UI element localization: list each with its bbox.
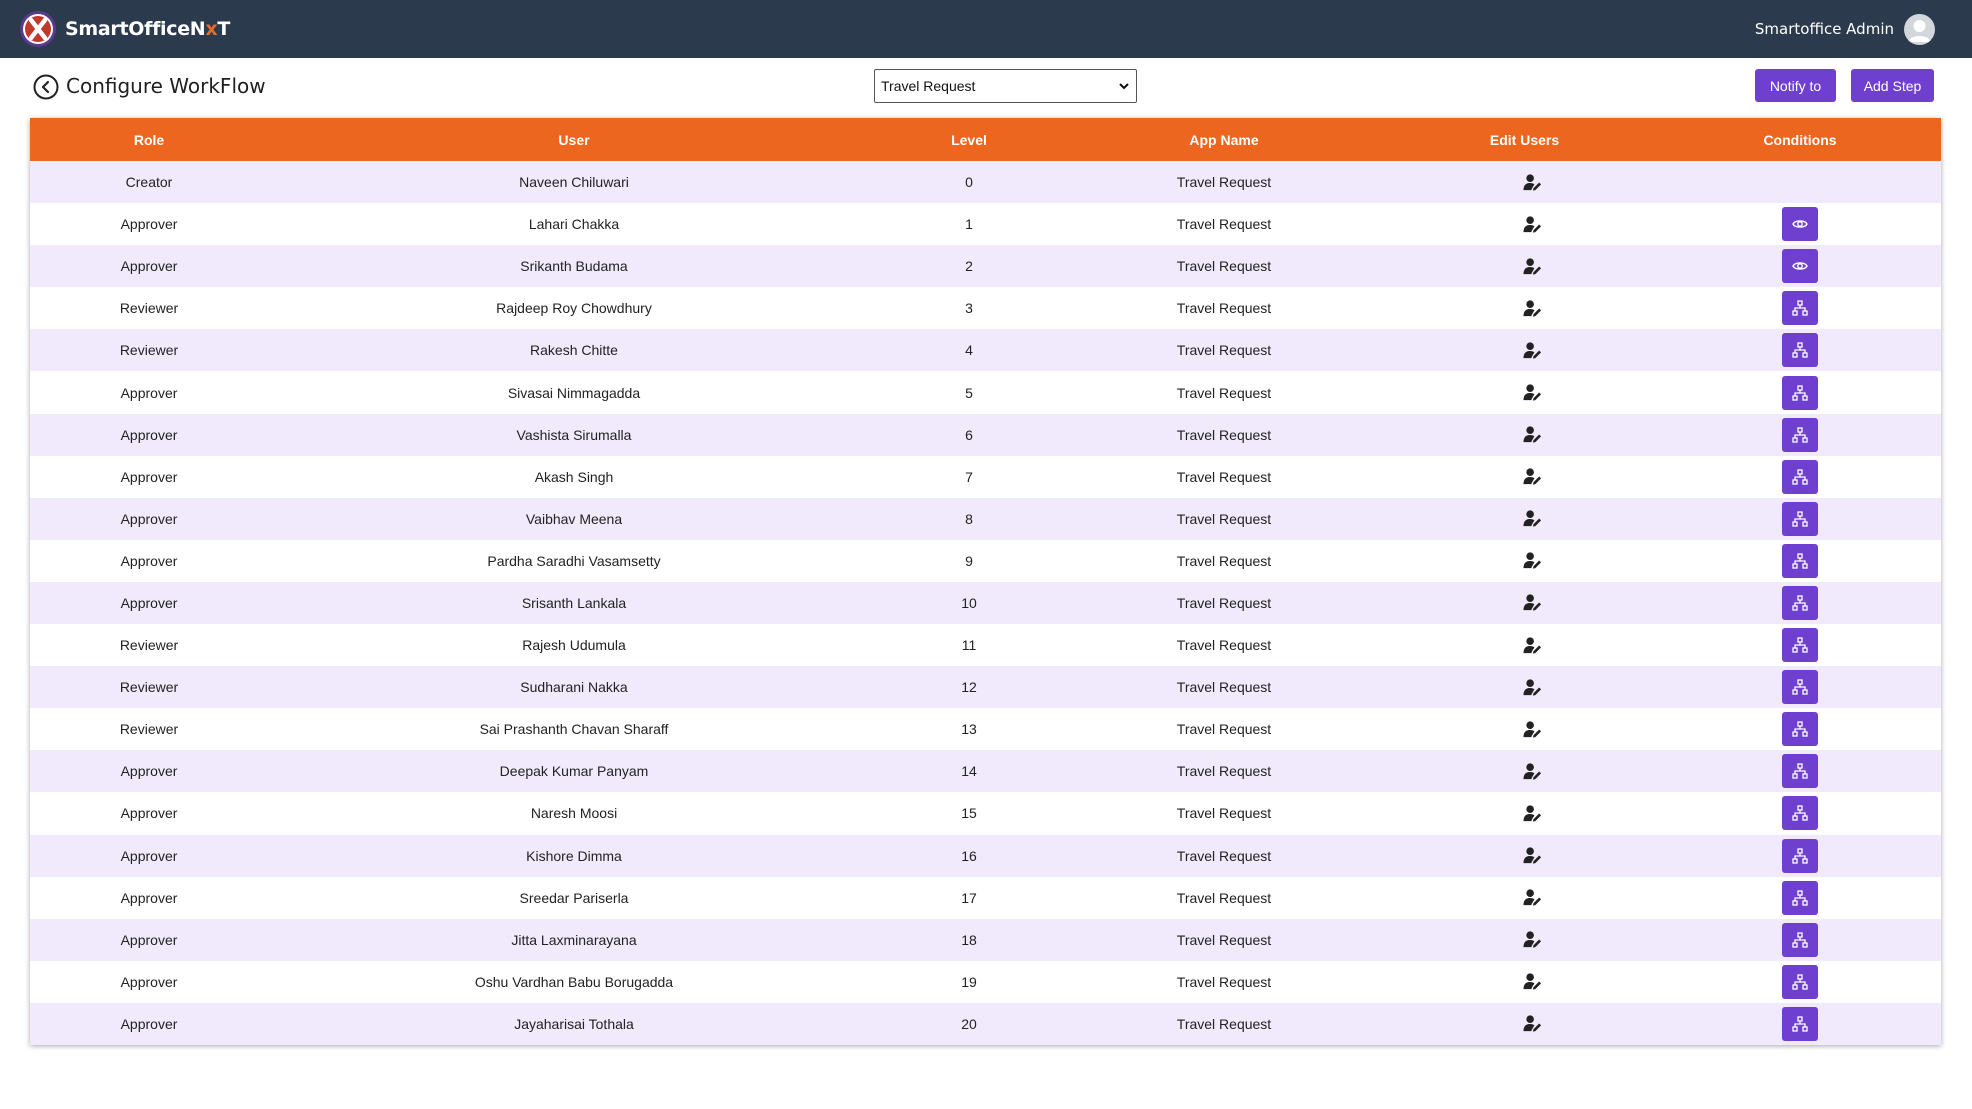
sitemap-icon xyxy=(1792,511,1808,527)
configure-conditions-button[interactable] xyxy=(1782,333,1818,367)
sitemap-icon xyxy=(1792,932,1808,948)
table-row xyxy=(30,245,1941,287)
cell-user: Oshu Vardhan Babu Borugadda xyxy=(474,973,674,990)
view-conditions-button[interactable] xyxy=(1782,249,1818,283)
cell-edit-users xyxy=(1390,961,1659,1003)
configure-conditions-button[interactable] xyxy=(1782,839,1818,873)
cell-conditions xyxy=(1659,835,1941,877)
user-avatar-icon xyxy=(1904,14,1935,45)
cell-level: 12 xyxy=(961,679,977,696)
user-edit-icon[interactable] xyxy=(1523,846,1542,865)
configure-conditions-button[interactable] xyxy=(1782,418,1818,452)
column-header-app-name[interactable]: App Name xyxy=(1058,118,1390,161)
cell-conditions xyxy=(1659,708,1941,750)
cell-conditions xyxy=(1659,961,1941,1003)
user-edit-icon[interactable] xyxy=(1523,593,1542,612)
cell-app-name: Travel Request xyxy=(1176,594,1272,611)
user-edit-icon[interactable] xyxy=(1523,383,1542,402)
sitemap-icon xyxy=(1792,300,1808,316)
cell-edit-users xyxy=(1390,203,1659,245)
cell-edit-users xyxy=(1390,540,1659,582)
cell-level: 15 xyxy=(961,805,977,822)
cell-conditions xyxy=(1659,750,1941,792)
cell-edit-users xyxy=(1390,498,1659,540)
table-row xyxy=(30,919,1941,961)
sitemap-icon xyxy=(1792,721,1808,737)
column-header-user[interactable]: User xyxy=(268,118,880,161)
cell-conditions xyxy=(1659,161,1941,203)
cell-level: 6 xyxy=(965,426,973,443)
sitemap-icon xyxy=(1792,974,1808,990)
cell-app-name: Travel Request xyxy=(1176,847,1272,864)
cell-level: 14 xyxy=(961,763,977,780)
configure-conditions-button[interactable] xyxy=(1782,544,1818,578)
cell-app-name: Travel Request xyxy=(1176,973,1272,990)
cell-user: Sudharani Nakka xyxy=(520,679,628,696)
table-row xyxy=(30,414,1941,456)
cell-conditions xyxy=(1659,498,1941,540)
cell-role: Reviewer xyxy=(119,300,179,317)
cell-role: Approver xyxy=(120,258,178,275)
app-select[interactable] xyxy=(874,69,1137,103)
user-edit-icon[interactable] xyxy=(1523,636,1542,655)
cell-conditions xyxy=(1659,666,1941,708)
cell-app-name: Travel Request xyxy=(1176,679,1272,696)
cell-level: 18 xyxy=(961,931,977,948)
cell-role: Reviewer xyxy=(119,342,179,359)
cell-app-name: Travel Request xyxy=(1176,174,1272,191)
cell-user: Vashista Sirumalla xyxy=(516,426,632,443)
cell-conditions xyxy=(1659,582,1941,624)
eye-icon xyxy=(1792,258,1808,274)
user-edit-icon[interactable] xyxy=(1523,804,1542,823)
user-name: Smartoffice Admin xyxy=(1754,20,1894,38)
brand-name xyxy=(65,18,230,40)
configure-conditions-button[interactable] xyxy=(1782,754,1818,788)
table-row xyxy=(30,624,1941,666)
cell-user: Srisanth Lankala xyxy=(521,594,627,611)
cell-user: Naresh Moosi xyxy=(530,805,618,822)
cell-role: Approver xyxy=(120,216,178,233)
cell-level: 0 xyxy=(965,174,973,191)
cell-role: Approver xyxy=(120,594,178,611)
user-edit-icon[interactable] xyxy=(1523,888,1542,907)
user-edit-icon[interactable] xyxy=(1523,551,1542,570)
configure-conditions-button[interactable] xyxy=(1782,796,1818,830)
cell-user: Lahari Chakka xyxy=(528,216,620,233)
sitemap-icon xyxy=(1792,385,1808,401)
cell-app-name: Travel Request xyxy=(1176,384,1272,401)
cell-edit-users xyxy=(1390,329,1659,371)
cell-level: 11 xyxy=(961,637,977,654)
user-edit-icon[interactable] xyxy=(1523,173,1542,192)
cell-conditions xyxy=(1659,414,1941,456)
sitemap-icon xyxy=(1792,679,1808,695)
cell-app-name: Travel Request xyxy=(1176,721,1272,738)
cell-conditions xyxy=(1659,624,1941,666)
avatar[interactable] xyxy=(1904,14,1935,45)
table-row xyxy=(30,582,1941,624)
cell-role: Reviewer xyxy=(119,721,179,738)
cell-edit-users xyxy=(1390,877,1659,919)
cell-edit-users xyxy=(1390,1003,1659,1045)
add-step-button[interactable]: Add Step xyxy=(1851,69,1934,102)
sitemap-icon xyxy=(1792,805,1808,821)
cell-edit-users xyxy=(1390,835,1659,877)
table-row xyxy=(30,161,1941,203)
cell-user: Deepak Kumar Panyam xyxy=(499,763,649,780)
table-row xyxy=(30,371,1941,413)
cell-user: Sai Prashanth Chavan Sharaff xyxy=(479,721,669,738)
cell-app-name: Travel Request xyxy=(1176,552,1272,569)
cell-edit-users xyxy=(1390,414,1659,456)
table-row xyxy=(30,877,1941,919)
app-select-value: Travel Request xyxy=(881,78,976,94)
cell-user: Akash Singh xyxy=(534,468,614,485)
column-header-edit-users: Edit Users xyxy=(1390,118,1659,161)
cell-level: 16 xyxy=(961,847,977,864)
cell-conditions xyxy=(1659,919,1941,961)
cell-role: Approver xyxy=(120,889,178,906)
cell-app-name: Travel Request xyxy=(1176,258,1272,275)
configure-conditions-button[interactable] xyxy=(1782,881,1818,915)
cell-app-name: Travel Request xyxy=(1176,300,1272,317)
table-row xyxy=(30,456,1941,498)
cell-edit-users xyxy=(1390,582,1659,624)
cell-edit-users xyxy=(1390,666,1659,708)
cell-app-name: Travel Request xyxy=(1176,342,1272,359)
cell-role: Approver xyxy=(120,552,178,569)
cell-user: Sreedar Pariserla xyxy=(519,889,629,906)
user-edit-icon[interactable] xyxy=(1523,257,1542,276)
user-edit-icon[interactable] xyxy=(1523,678,1542,697)
workflow-table xyxy=(30,118,1941,1045)
cell-app-name: Travel Request xyxy=(1176,510,1272,527)
cell-edit-users xyxy=(1390,624,1659,666)
user-edit-icon[interactable] xyxy=(1523,720,1542,739)
table-header-row xyxy=(30,118,1941,161)
cell-role: Approver xyxy=(120,931,178,948)
cell-level: 4 xyxy=(965,342,973,359)
configure-conditions-button[interactable] xyxy=(1782,502,1818,536)
cell-user: Pardha Saradhi Vasamsetty xyxy=(487,552,661,569)
configure-conditions-button[interactable] xyxy=(1782,586,1818,620)
table-row xyxy=(30,708,1941,750)
cell-role: Approver xyxy=(120,973,178,990)
cell-edit-users xyxy=(1390,708,1659,750)
sitemap-icon xyxy=(1792,890,1808,906)
cell-user: Naveen Chiluwari xyxy=(519,174,629,191)
cell-role: Reviewer xyxy=(119,637,179,654)
cell-user: Vaibhav Meena xyxy=(525,510,623,527)
cell-user: Jitta Laxminarayana xyxy=(511,931,637,948)
cell-level: 7 xyxy=(965,468,973,485)
cell-role: Approver xyxy=(120,468,178,485)
cell-edit-users xyxy=(1390,919,1659,961)
cell-user: Rakesh Chitte xyxy=(530,342,618,359)
cell-level: 10 xyxy=(961,594,977,611)
sitemap-icon xyxy=(1792,763,1808,779)
cell-level: 19 xyxy=(961,973,977,990)
user-edit-icon[interactable] xyxy=(1523,972,1542,991)
cell-app-name: Travel Request xyxy=(1176,931,1272,948)
configure-conditions-button[interactable] xyxy=(1782,965,1818,999)
table-row xyxy=(30,498,1941,540)
cell-role: Creator xyxy=(125,174,173,191)
cell-role: Approver xyxy=(120,510,178,527)
cell-app-name: Travel Request xyxy=(1176,468,1272,485)
user-menu[interactable] xyxy=(1755,14,1935,44)
configure-conditions-button[interactable] xyxy=(1782,1007,1818,1041)
column-header-conditions: Conditions xyxy=(1659,118,1941,161)
cell-user: Srikanth Budama xyxy=(520,258,628,275)
brand-logo[interactable] xyxy=(19,10,230,48)
cell-conditions xyxy=(1659,203,1941,245)
table-row xyxy=(30,540,1941,582)
cell-level: 5 xyxy=(965,384,973,401)
cell-edit-users xyxy=(1390,750,1659,792)
configure-conditions-button[interactable] xyxy=(1782,376,1818,410)
cell-level: 20 xyxy=(961,1015,977,1032)
cell-user: Sivasai Nimmagadda xyxy=(507,384,641,401)
configure-conditions-button[interactable] xyxy=(1782,628,1818,662)
cell-edit-users xyxy=(1390,371,1659,413)
cell-edit-users xyxy=(1390,287,1659,329)
cell-level: 3 xyxy=(965,300,973,317)
cell-conditions xyxy=(1659,245,1941,287)
user-edit-icon[interactable] xyxy=(1523,215,1542,234)
cell-edit-users xyxy=(1390,245,1659,287)
cell-user: Kishore Dimma xyxy=(526,847,622,864)
eye-icon xyxy=(1792,216,1808,232)
cell-conditions xyxy=(1659,1003,1941,1045)
configure-conditions-button[interactable] xyxy=(1782,291,1818,325)
brand-name-x: x xyxy=(205,18,218,40)
user-edit-icon[interactable] xyxy=(1523,762,1542,781)
cell-level: 17 xyxy=(961,889,977,906)
cell-conditions xyxy=(1659,792,1941,834)
table-row xyxy=(30,961,1941,1003)
cell-edit-users xyxy=(1390,792,1659,834)
cell-level: 1 xyxy=(965,216,973,233)
table-row xyxy=(30,329,1941,371)
table-row xyxy=(30,1003,1941,1045)
sitemap-icon xyxy=(1792,427,1808,443)
cell-level: 8 xyxy=(965,510,973,527)
notify-to-button[interactable]: Notify to xyxy=(1755,69,1836,102)
cell-app-name: Travel Request xyxy=(1176,637,1272,654)
cell-conditions xyxy=(1659,540,1941,582)
cell-conditions xyxy=(1659,877,1941,919)
sitemap-icon xyxy=(1792,848,1808,864)
cell-role: Approver xyxy=(120,847,178,864)
sitemap-icon xyxy=(1792,553,1808,569)
cell-level: 9 xyxy=(965,552,973,569)
cell-role: Approver xyxy=(120,1015,178,1032)
cell-role: Reviewer xyxy=(119,679,179,696)
configure-conditions-button[interactable] xyxy=(1782,460,1818,494)
user-edit-icon[interactable] xyxy=(1523,509,1542,528)
cell-app-name: Travel Request xyxy=(1176,889,1272,906)
sitemap-icon xyxy=(1792,637,1808,653)
sitemap-icon xyxy=(1792,595,1808,611)
configure-conditions-button[interactable] xyxy=(1782,923,1818,957)
chevron-down-icon xyxy=(1117,79,1131,93)
brand-name-suffix: T xyxy=(217,18,231,40)
user-edit-icon[interactable] xyxy=(1523,930,1542,949)
cell-app-name: Travel Request xyxy=(1176,216,1272,233)
cell-user: Rajdeep Roy Chowdhury xyxy=(496,300,652,317)
column-header-level[interactable]: Level xyxy=(880,118,1058,161)
cell-app-name: Travel Request xyxy=(1176,426,1272,443)
sitemap-icon xyxy=(1792,1016,1808,1032)
user-edit-icon[interactable] xyxy=(1523,1014,1542,1033)
cell-app-name: Travel Request xyxy=(1176,763,1272,780)
brand-name-prefix: SmartOfficeN xyxy=(65,18,206,40)
page-title: Configure WorkFlow xyxy=(66,74,266,98)
cell-conditions xyxy=(1659,287,1941,329)
cell-role: Approver xyxy=(120,805,178,822)
logo-mark-icon xyxy=(19,10,57,48)
user-edit-icon[interactable] xyxy=(1523,467,1542,486)
cell-conditions xyxy=(1659,371,1941,413)
cell-app-name: Travel Request xyxy=(1176,1015,1272,1032)
cell-conditions xyxy=(1659,329,1941,371)
user-edit-icon[interactable] xyxy=(1523,425,1542,444)
cell-level: 2 xyxy=(965,258,973,275)
cell-conditions xyxy=(1659,456,1941,498)
configure-conditions-button[interactable] xyxy=(1782,670,1818,704)
table-row xyxy=(30,750,1941,792)
cell-user: Rajesh Udumula xyxy=(522,637,626,654)
cell-role: Approver xyxy=(120,763,178,780)
top-navbar xyxy=(0,0,1972,58)
cell-role: Approver xyxy=(120,384,178,401)
table-row xyxy=(30,792,1941,834)
user-edit-icon[interactable] xyxy=(1523,299,1542,318)
sitemap-icon xyxy=(1792,342,1808,358)
cell-app-name: Travel Request xyxy=(1176,805,1272,822)
configure-conditions-button[interactable] xyxy=(1782,712,1818,746)
cell-role: Approver xyxy=(120,426,178,443)
table-row xyxy=(30,666,1941,708)
user-edit-icon[interactable] xyxy=(1523,341,1542,360)
table-row xyxy=(30,835,1941,877)
back-arrow-icon[interactable] xyxy=(33,74,59,100)
view-conditions-button[interactable] xyxy=(1782,207,1818,241)
column-header-role[interactable]: Role xyxy=(30,118,268,161)
table-row xyxy=(30,287,1941,329)
table-row xyxy=(30,203,1941,245)
cell-edit-users xyxy=(1390,456,1659,498)
cell-level: 13 xyxy=(961,721,977,738)
sitemap-icon xyxy=(1792,469,1808,485)
cell-user: Jayaharisai Tothala xyxy=(514,1015,634,1032)
cell-edit-users xyxy=(1390,161,1659,203)
